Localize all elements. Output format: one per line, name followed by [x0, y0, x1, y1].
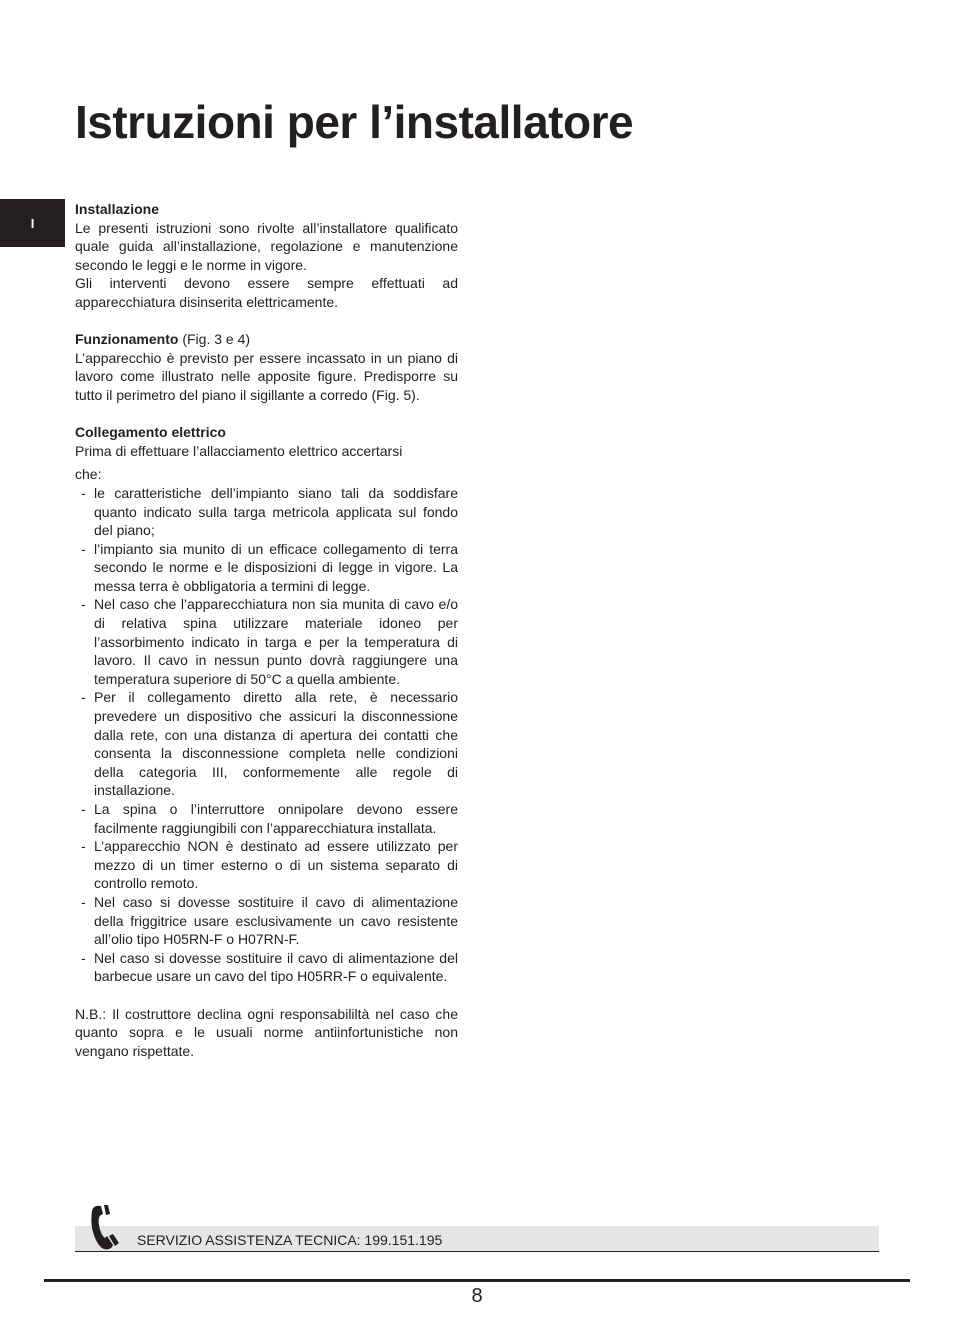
language-tab	[0, 199, 65, 247]
list-bullet: -	[81, 540, 86, 557]
collegamento-heading: Collegamento elettrico	[75, 424, 226, 441]
section-spacer	[75, 986, 458, 1005]
collegamento-intro-end: che:	[75, 466, 102, 483]
requirements-list	[75, 484, 458, 986]
language-tab-label: I	[30, 215, 35, 231]
list-item	[75, 893, 458, 949]
list-item	[75, 688, 458, 800]
collegamento-intro: Prima di effettuare l’allacciamento elettrico accertarsi	[75, 442, 403, 459]
service-footer-bar	[75, 1226, 879, 1252]
nb-note: N.B.: Il costruttore declina ogni responsabililtà nel caso che quanto sopra e le usuali norme antiinfortunistiche non vengano rispettate.	[75, 1005, 458, 1059]
funzionamento-paragraph: L’apparecchio è previsto per essere incassato in un piano di lavoro come illustrato nelle apposite figure. Predisporre su tutto il perimetro del piano il sigillante a corredo (Fig. 5).	[75, 349, 458, 403]
list-bullet: -	[81, 484, 86, 501]
page-number: 8	[471, 1285, 483, 1307]
list-item	[75, 484, 458, 540]
list-item-text: Nel caso che l’apparecchiatura non sia munita di cavo e/o di relativa spina utilizzare materiale idoneo per l’assorbimento indicato in targa e per la temperatura di lavoro. Il cavo in nessun punto dovrà raggiungere una temperatura superiore di 50°C a quella ambiente.	[94, 596, 458, 687]
funzionamento-figure-ref: (Fig. 3 e 4)	[178, 331, 251, 348]
funzionamento-heading-line	[75, 330, 458, 349]
list-bullet: -	[81, 801, 86, 817]
list-item-text: Nel caso si dovesse sostituire il cavo di alimentazione della friggitrice usare esclusivamente un cavo resistente all’olio tipo H05RN-F o H07RN-F.	[94, 893, 458, 948]
list-item	[75, 949, 458, 986]
list-bullet: -	[81, 596, 86, 613]
list-item-text: Per il collegamento diretto alla rete, è necessario prevedere un dispositivo che assicuri la disconnessione dalla rete, con una distanza di apertura dei contatti che consenta la disconnessione completa nelle condizioni della categoria III, conformemente alle regole di installazione.	[94, 689, 458, 799]
section-spacer	[75, 405, 458, 424]
list-item-text: Nel caso si dovesse sostituire il cavo di alimentazione del barbecue usare un cavo del tipo H05RR-F o equivalente.	[94, 949, 458, 985]
bottom-rule	[44, 1279, 910, 1282]
installazione-paragraph-1: Le presenti istruzioni sono rivolte all’installatore qualificato quale guida all’installazione, regolazione e manutenzione secondo le leggi e le norme in vigore.	[75, 219, 458, 273]
list-item	[75, 595, 458, 688]
list-item	[75, 837, 458, 893]
funzionamento-heading: Funzionamento	[75, 331, 179, 348]
phone-icon	[88, 1203, 122, 1251]
list-item-text: La spina o l’interruttore onnipolare devono essere facilmente raggiungibili con l’apparecchiatura installata.	[94, 801, 458, 836]
list-item-text: le caratteristiche dell’impianto siano tali da soddisfare quanto indicato sulla targa metricola applicata sul fondo del piano;	[94, 484, 458, 539]
list-item-text: l’impianto sia munito di un efficace collegamento di terra secondo le norme e le disposizioni di legge in vigore. La messa terra è obbligatoria a termini di legge.	[94, 540, 458, 594]
main-column	[75, 200, 458, 1060]
installazione-paragraph-2: Gli interventi devono essere sempre effettuati ad apparecchiatura disinserita elettricamente.	[75, 275, 458, 310]
list-bullet: -	[81, 893, 86, 910]
installazione-heading: Installazione	[75, 201, 160, 217]
list-bullet: -	[81, 949, 86, 966]
list-bullet: -	[81, 838, 86, 855]
service-hotline-text: SERVIZIO ASSISTENZA TECNICA: 199.151.195	[137, 1232, 443, 1248]
page-title: Istruzioni per l’installatore	[75, 96, 634, 148]
section-spacer	[75, 312, 458, 331]
list-bullet: -	[81, 689, 86, 706]
list-item-text: L’apparecchio NON è destinato ad essere utilizzato per mezzo di un timer esterno o di un sistema separato di controllo remoto.	[94, 838, 458, 892]
list-item	[75, 540, 458, 596]
list-item	[75, 800, 458, 837]
